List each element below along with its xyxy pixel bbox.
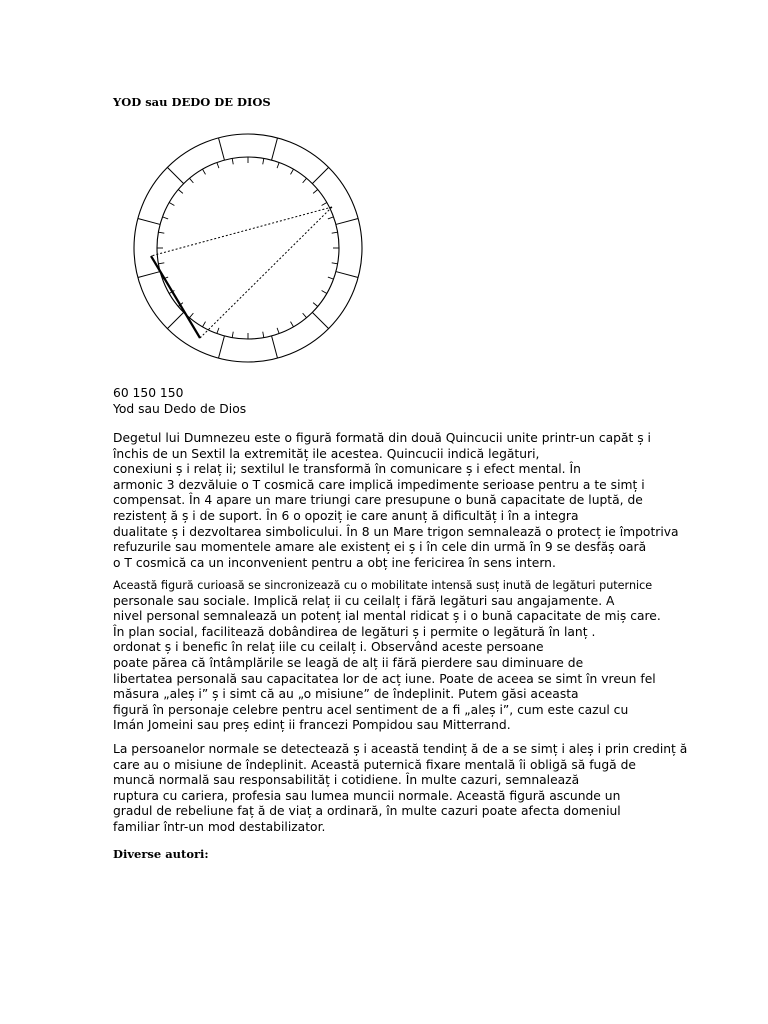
text-line: rezistenț ă ș i de suport. În 6 o opoziț ie care anunț ă dificultăț i în a integra xyxy=(113,508,579,523)
text-line: libertatea personală sau capacitatea lor de acț iune. Poate de aceea se simt în vreun fel xyxy=(113,671,656,686)
degree-tick xyxy=(232,158,233,164)
text-line: familiar într-un mod destabilizator. xyxy=(113,819,326,834)
degree-tick xyxy=(217,162,219,168)
text-line: care au o misiune de îndeplinit. Această puternică fixare mentală îi obligă să fugă de xyxy=(113,757,636,772)
text-line: personale sau sociale. Implică relaț ii cu ceilalț i fără legături sau angajamente. A xyxy=(113,593,615,608)
paragraph-1 xyxy=(113,431,763,571)
degree-tick xyxy=(322,291,327,294)
text-line: La persoanelor normale se detectează ș i această tendinț ă de a se simț i aleș i prin credinț ă xyxy=(113,742,688,756)
sign-divider xyxy=(312,312,328,328)
degree-tick xyxy=(263,332,264,338)
sign-divider xyxy=(312,167,328,183)
degree-tick xyxy=(328,217,334,219)
degree-tick xyxy=(332,263,338,264)
sextile-line xyxy=(151,256,200,338)
degree-tick xyxy=(291,169,294,174)
degree-tick xyxy=(303,313,307,318)
degree-tick xyxy=(158,263,164,264)
degree-tick xyxy=(303,178,307,183)
text-line: refuzurile sau momentele amare ale existenț ei ș i în cele din urmă în 9 se desfăș oară xyxy=(113,540,647,555)
quincunx-line xyxy=(151,207,332,256)
sign-divider xyxy=(167,312,183,328)
text-line: În plan social, facilitează dobândirea de legături ș i permite o legătură în lanț . xyxy=(113,624,596,639)
text-line: armonic 3 dezvăluie o T cosmică care implică impedimente serioase pentru a te simț i xyxy=(113,477,645,492)
text-line: închis de un Sextil la extremităț ile acestea. Quincucii indică legături, xyxy=(113,446,540,461)
text-line: conexiuni ș i relaț ii; sextilul le transformă în comunicare ș i efect mental. În xyxy=(113,462,581,477)
degree-tick xyxy=(162,217,168,219)
chart-caption xyxy=(113,386,763,417)
degree-tick xyxy=(169,203,174,206)
text-line: măsura „aleș i” ș i simt că au „o misiune” de îndeplinit. Putem găsi aceasta xyxy=(113,687,579,702)
text-line: Imán Jomeini sau preș edinț ii francezi Pompidou sau Mitterrand. xyxy=(113,718,511,733)
text-line: o T cosmică ca un inconvenient pentru a obț ine fericirea în sens intern. xyxy=(113,555,556,570)
degree-tick xyxy=(328,277,334,279)
degree-tick xyxy=(178,190,183,194)
degree-tick xyxy=(232,332,233,338)
degree-tick xyxy=(203,169,206,174)
paragraph-3 xyxy=(113,742,763,836)
page-title: YOD sau DEDO DE DIOS xyxy=(113,95,271,109)
degree-tick xyxy=(313,190,318,194)
sign-divider xyxy=(336,218,358,224)
degree-tick xyxy=(190,178,194,183)
sign-divider xyxy=(336,272,358,278)
text-line: Această figură curioasă se sincronizează cu o mobilitate intensă susț inută de legături puternice xyxy=(113,579,653,592)
sign-divider xyxy=(272,336,278,358)
sign-divider xyxy=(272,138,278,160)
quincunx-line xyxy=(200,207,332,338)
text-line: gradul de rebeliune faț ă de viaț a ordinară, în multe cazuri poate afecta domeniul xyxy=(113,804,621,819)
text-line: compensat. În 4 apare un mare triungi care presupune o bună capacitate de luptă, de xyxy=(113,493,643,508)
sign-divider xyxy=(138,218,160,224)
degree-tick xyxy=(332,232,338,233)
degree-tick xyxy=(313,303,318,307)
text-line: figură în personaje celebre pentru acel sentiment de a fi „aleș i”, cum este cazul cu xyxy=(113,702,629,717)
text-line: nivel personal semnalează un potenț ial mental ridicat ș i o bună capacitate de miș care. xyxy=(113,609,661,624)
sign-divider xyxy=(218,336,224,358)
aspect-numbers: 60 150 150 xyxy=(113,386,184,400)
sign-divider xyxy=(167,167,183,183)
degree-tick xyxy=(203,322,206,327)
text-line: poate părea că întâmplările se leagă de alț ii fără pierdere sau diminuare de xyxy=(113,655,584,670)
text-line: muncă normală sau responsabilităț i cotidiene. În multe cazuri, semnalează xyxy=(113,773,580,788)
text-line: ruptura cu cariera, profesia sau lumea muncii normale. Această figură ascunde un xyxy=(113,788,621,803)
degree-tick xyxy=(291,322,294,327)
degree-tick xyxy=(217,328,219,334)
authors-heading: Diverse autori: xyxy=(113,847,209,861)
degree-tick xyxy=(277,328,279,334)
degree-tick xyxy=(263,158,264,164)
paragraph-2 xyxy=(113,578,763,734)
degree-tick xyxy=(277,162,279,168)
degree-tick xyxy=(322,203,327,206)
astrological-wheel-chart xyxy=(132,124,364,374)
sign-divider xyxy=(138,272,160,278)
text-line: Degetul lui Dumnezeu este o figură formată din două Quincucii unite printr-un capăt ș i xyxy=(113,431,651,445)
degree-tick xyxy=(190,313,194,318)
text-line: dualitate ș i dezvoltarea simbolicului. În 8 un Mare trigon semnalează o protecț ie împotriva xyxy=(113,524,679,539)
text-line: ordonat ș i benefic în relaț iile cu ceilalț i. Observând aceste persoane xyxy=(113,640,544,655)
wheel-svg xyxy=(132,124,364,374)
figure-name: Yod sau Dedo de Dios xyxy=(113,401,247,416)
sign-divider xyxy=(218,138,224,160)
degree-tick xyxy=(158,232,164,233)
